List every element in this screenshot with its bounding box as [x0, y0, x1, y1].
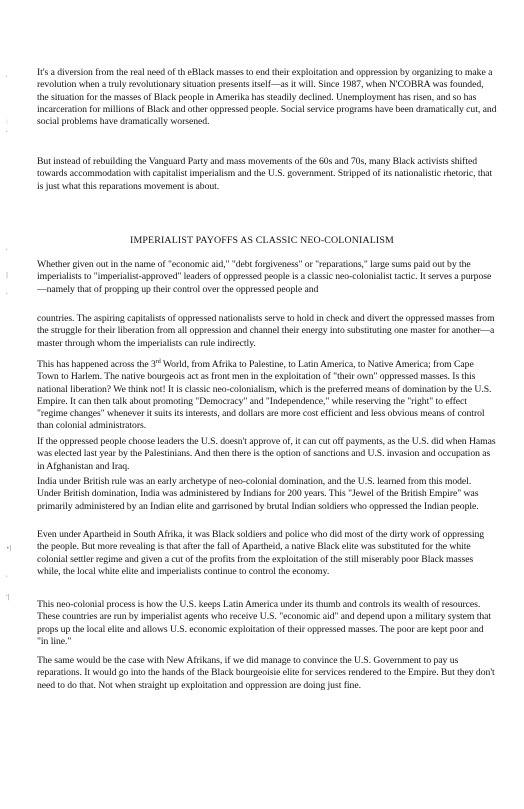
- margin-mark: ': [6, 575, 8, 582]
- paragraph-10: The same would be the case with New Afrikans, if we did manage to convince the U.S. Government to pay us reparations. It would go into the hands of the Black bourgeoisie elite for services rendered to the Empire. But they don't need to do that. Not when straight up exploitation and oppression are doing just fine.: [37, 655, 495, 691]
- margin-mark: '|: [6, 594, 10, 601]
- margin-mark: |: [6, 272, 9, 279]
- ordinal-superscript: rd: [155, 358, 161, 365]
- paragraph-5: This has happened across the 3rd World, from Afrika to Palestine, to Latin America, to Native America; from Cape Town to Harlem. The native bourgeois act as front men in the exploitation of "their own" oppressed masses. Is this national liberation? We think not! It is classic neo-colonialism, which is the preferred means of domination by the U.S. Empire. It can then talk about promoting "Democracy" and "Independence," while reserving the "right" to effect "regime changes" whenever it suits its interests, and dollars are more cost efficient and less obvious means of control than colonial administrators.: [37, 358, 492, 432]
- paragraph-4: countries. The aspiring capitalists of oppressed nationalists serve to hold in check and divert the oppressed masses from the struggle for their liberation from all oppression and channel their energy into substituting one master for another—a master through whom the imperialists can rule indirectly.: [37, 313, 495, 349]
- paragraph-2: But instead of rebuilding the Vanguard Party and mass movements of the 60s and 70s, many Black activists shifted towards accommodation with capitalist imperialism and the U.S. government. Stripped of its nationalistic rhetoric, that is just what this reparations movement is about.: [37, 156, 493, 192]
- paragraph-1: It's a diversion from the real need of th eBlack masses to end their exploitation and oppression by organizing to make a revolution when a truly revolutionary situation presents itself—as it will. Since 1987, when N'COBRA was founded, the situation for the masses of Black people in Amerika has steadily declined. Unemployment has risen, and so has incarceration for millions of Black and other oppressed people. Social service programs have been dramatically cut, and social problems have dramatically worsened.: [37, 67, 497, 128]
- section-heading: IMPERIALIST PAYOFFS AS CLASSIC NEO-COLONIALISM: [130, 235, 394, 246]
- margin-mark: ': [6, 130, 8, 137]
- margin-mark: •|: [6, 545, 12, 552]
- paragraph-8: Even under Apartheid in South Afrika, it was Black soldiers and police who did most of the dirty work of oppressing the people. But more revealing is that after the fall of Apartheid, a native Black elite was substituted for the white colonial settler regime and given a cut of the profits from the exploitation of the still miserably poor Black masses while, the local white elite and imperialists continue to control the economy.: [37, 529, 485, 577]
- margin-mark: ': [6, 75, 8, 82]
- margin-mark: ': [6, 248, 8, 255]
- paragraph-3: Whether given out in the name of "economic aid," "debt forgiveness" or "reparations," large sums paid out by the imperialists to "imperialist-approved" leaders of oppressed people is a classic neo-colonialist tactic. It serves a purpose—namely that of propping up their control over the oppressed people and: [37, 259, 492, 295]
- paragraph-6: If the oppressed people choose leaders the U.S. doesn't approve of, it can cut off payments, as the U.S. did when Hamas was elected last year by the Palestinians. And then there is the option of sanctions and U.S. invasion and occupation as in Afghanistan and Iraq.: [37, 436, 496, 472]
- margin-mark: ': [6, 292, 8, 299]
- paragraph-9: This neo-colonial process is how the U.S. keeps Latin America under its thumb and controls its wealth of resources. These countries are run by imperialist agents who receive U.S. "economic aid" and depend upon a military system that props up the local elite and allows U.S. economic exploitation of their oppressed masses. The poor are kept poor and "in line.": [37, 599, 492, 647]
- margin-mark: :: [6, 118, 9, 125]
- paragraph-7: India under British rule was an early archetype of neo-colonial domination, and the U.S. learned from this model. Under British domination, India was administered by Indians for 200 years. This "Jewel of the British Empire" was primarily administered by an Indian elite and garrisoned by brutal Indian soldiers who oppressed the Indian people.: [37, 476, 479, 512]
